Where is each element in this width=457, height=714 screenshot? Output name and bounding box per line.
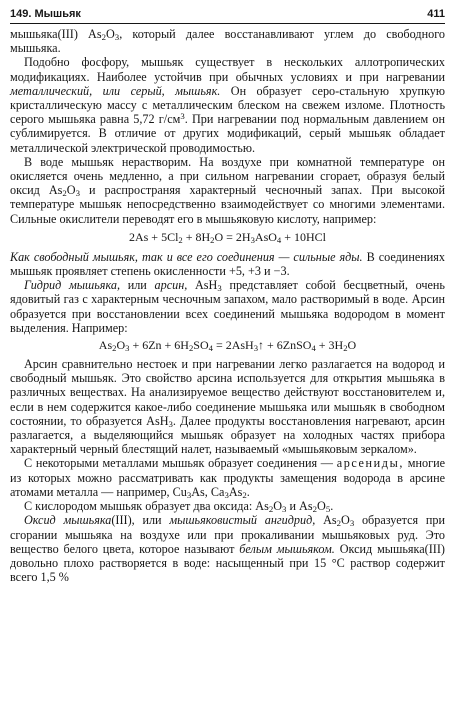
subscript: 3: [282, 504, 287, 515]
equation-oxidation: [10, 230, 445, 244]
section-title: 149. Мышьяк: [10, 8, 81, 20]
text-run: + 3H: [315, 338, 344, 353]
text-run: Он образует серо-стальную хрупкую кристаллическую массу с металлическим блеском на свежем изломе. Плотность серого мышьяка равна 5,72 г/см: [10, 83, 445, 127]
text-run: + 6Zn + 6H: [129, 338, 189, 353]
paragraph-arsenic-trioxide: [10, 513, 445, 584]
superscript: 3: [180, 111, 185, 122]
subscript: 2: [101, 32, 106, 43]
text-run: Подобно фосфору, мышьяк существует в нескольких аллотропических модификациях. Наиболее устойчив при обычных условиях и при нагревании: [10, 55, 445, 84]
page-number: 411: [427, 8, 445, 20]
text-run: O: [105, 27, 115, 41]
text-run: С кислородом мышьяк образует два оксида: As: [24, 499, 269, 514]
text-run: В воде мышьяк нерастворим. На воздухе при комнатной температуре он окисляется очень медленно, а при сильном нагревании сгорает, образуя белый оксид As: [10, 154, 445, 198]
text-run: многие из которых можно рассматривать как продукты замещения водорода в арсине атомами металла — например, Cu: [10, 456, 446, 499]
text-run: + 8H: [182, 229, 211, 244]
text-run: 2As + 5Cl: [128, 229, 179, 244]
text-run: и As: [286, 499, 313, 514]
text-run: В соединениях мышьяк проявляет степень окисленности +5, +3 и −3.: [10, 249, 445, 279]
equation-arsine-formation: [10, 338, 445, 352]
subscript: 2: [210, 235, 215, 245]
text-run: As, Ca: [191, 484, 225, 499]
text-run: SO: [193, 338, 209, 353]
subscript: 3: [75, 188, 80, 199]
text-run: Оксид мышьяка(III) довольно плохо растворяется в воде: насыщенный при 15 °С раствор содержит всего 1,5 %: [10, 541, 445, 585]
subscript: 2: [62, 188, 67, 199]
text-run: O: [273, 499, 283, 514]
subscript: 3: [114, 32, 120, 43]
subscript: 2: [343, 343, 348, 354]
text-run: .: [246, 484, 250, 499]
term-arsine: арсин,: [154, 278, 188, 293]
term-arsenic-oxide: Оксид мышьяка: [24, 513, 112, 528]
paragraph-arsine: [10, 278, 445, 335]
toxicity-warning: Как свободный мышьяк, так и все его соединения — сильные яды.: [10, 249, 363, 264]
subscript: 4: [276, 235, 282, 245]
subscript: 2: [242, 490, 247, 501]
text-run: представляет собой бесцветный, очень ядовитый газ с характерным чесночным запахом, мало растворимый в воде. Арсин образуется при восстановлении всех соединений мышьяка водородом в момент выделения. Например:: [10, 278, 445, 335]
text-run: O: [317, 499, 326, 514]
subscript: 2: [112, 343, 117, 354]
body-text: [10, 27, 445, 584]
paragraph-arsenides: [10, 456, 445, 499]
subscript: 3: [168, 419, 173, 430]
subscript: 3: [186, 490, 192, 501]
text-run: ↑ + 6ZnSO: [258, 338, 312, 353]
subscript: 2: [312, 504, 317, 515]
text-run: мышьяка(III) As: [10, 27, 102, 41]
subscript: 4: [208, 343, 213, 354]
paragraph-toxicity: [10, 250, 445, 278]
term-gray-arsenic: металлический, или серый, мышьяк.: [10, 83, 221, 98]
running-header: [10, 7, 445, 24]
subscript: 3: [224, 490, 229, 501]
text-run: (III), или: [111, 513, 170, 528]
text-run: O: [116, 338, 126, 353]
subscript: 2: [178, 235, 183, 245]
subscript: 3: [125, 343, 130, 354]
term-arsenides: арсениды,: [336, 456, 405, 471]
subscript: 2: [268, 504, 274, 515]
paragraph-reactivity: [10, 155, 445, 226]
paragraph-marsh-test: [10, 357, 445, 456]
term-white-arsenic: белым мышьяком.: [239, 541, 335, 556]
text-run: Арсин сравнительно нестоек и при нагревании легко разлагается на водород и свободный мышьяк. Это свойство арсина используется для открытия мышьяка в различных веществах. На анализируемое вещество действуют восстановителем и, если в нем содержится какое-либо соединение мышьяка или мышьяк в свободном состоянии, то образуется AsH: [10, 357, 445, 428]
subscript: 2: [188, 343, 194, 354]
paragraph-allotropy: [10, 55, 445, 154]
text-run: O: [66, 183, 76, 198]
text-run: As: [315, 513, 337, 528]
term-arsenous-anhydride: мышьяковистый ангидрид,: [169, 513, 316, 528]
subscript: 3: [253, 343, 259, 354]
subscript: 4: [311, 343, 316, 354]
subscript: 3: [250, 235, 255, 245]
text-run: = 2AsH: [212, 338, 254, 353]
text-run: или: [120, 278, 155, 293]
term-arsenic-hydride: Гидрид мышьяка,: [24, 278, 120, 293]
subscript: 2: [336, 518, 341, 529]
text-run: . Далее продукты восстановления нагревают, арсин разлагается, а выделяющийся мышьяк образует на холодных частях прибора характерный черный блестящий налет, называемый «мышьяковым зеркалом».: [10, 413, 445, 457]
text-run: , который далее восстанавливают углем до свободного мышьяка.: [10, 27, 445, 56]
text-run: O: [341, 513, 350, 528]
text-run: As: [98, 338, 113, 353]
text-run: O: [347, 338, 357, 353]
text-run: O = 2H: [214, 229, 251, 244]
text-run: образуется при сгорании мышьяка на воздухе или при прокаливании мышьяковых руд. Это вещество белого цвета, которое называют: [10, 513, 445, 556]
paragraph-continuation: [10, 27, 445, 55]
text-run: .: [330, 499, 334, 514]
text-run: . При нагревании под нормальным давлением он сублимируется. В отличие от других модификаций, серый мышьяк обладает металлической электрической проводимостью.: [10, 112, 445, 155]
text-run: AsH: [187, 278, 218, 293]
subscript: 5: [325, 504, 331, 515]
text-run: и распространяя характерный чесночный запах. При высокой температуре мышьяк непосредственно взаимодействует со многими элементами. Сильные окислители переводят его в мышьяковую кислоту, например:: [10, 183, 445, 226]
subscript: 3: [217, 283, 222, 294]
text-run: + 10HCl: [281, 229, 327, 244]
paragraph-oxides: [10, 499, 445, 513]
text-run: AsO: [254, 229, 277, 244]
text-run: С некоторыми металлами мышьяк образует соединения —: [24, 456, 337, 471]
subscript: 3: [349, 518, 355, 529]
text-run: As: [228, 484, 243, 499]
